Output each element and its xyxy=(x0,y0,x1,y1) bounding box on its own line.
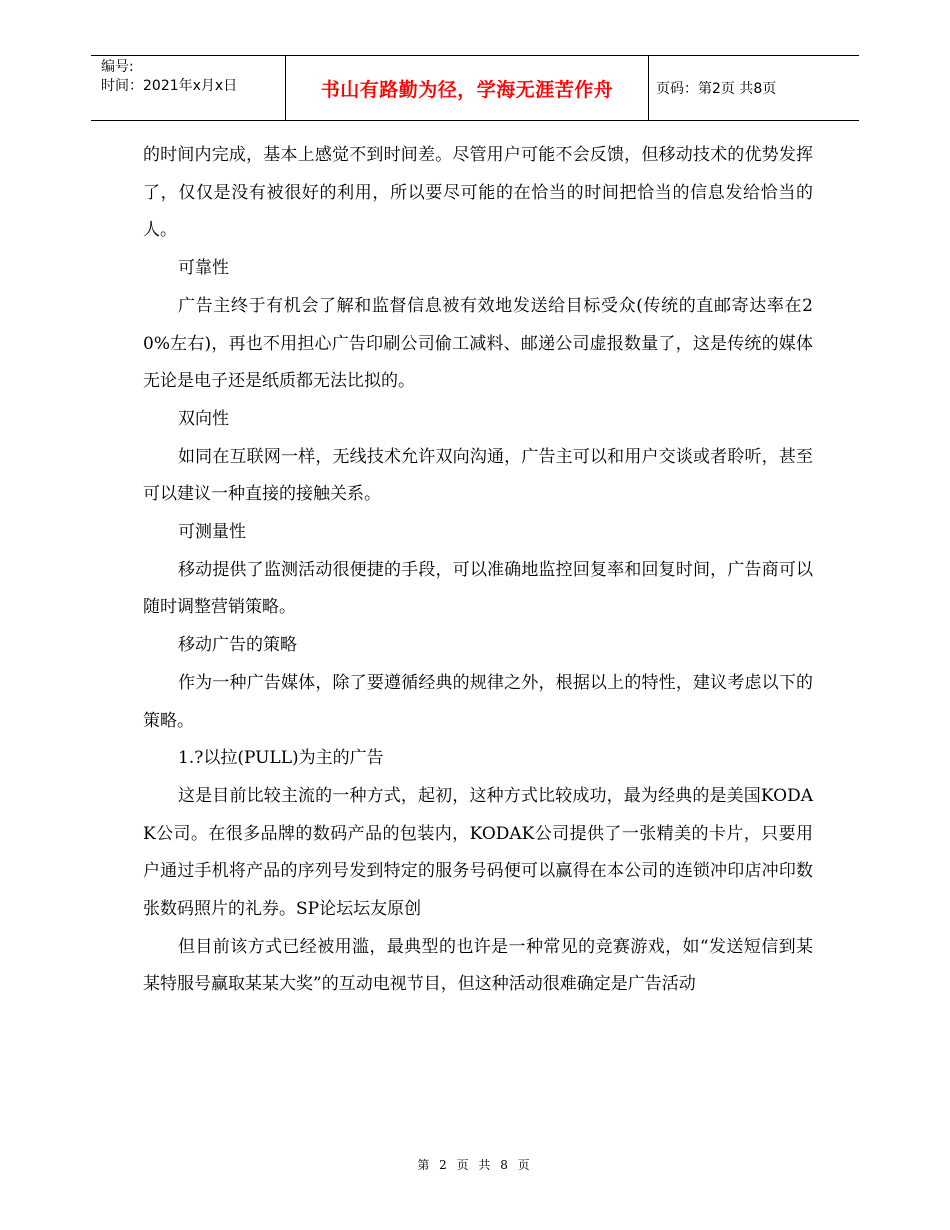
header-page-info: 页码：第2页 共8页 xyxy=(656,81,777,97)
section-heading: 移动广告的策略 xyxy=(178,635,297,656)
paragraph: 但目前该方式已经被用滥，最典型的也许是一种常见的竞赛游戏，如“发送短信到某某特服号赢取某某大奖”的互动电视节目，但这种活动很难确定是广告活动 xyxy=(143,936,813,995)
page-footer: 第 2 页 共 8 页 xyxy=(417,1158,533,1172)
paragraph: 如同在互联网一样，无线技术允许双向沟通，广告主可以和用户交谈或者聆听，甚至可以建议一种直接的接触关系。 xyxy=(143,446,813,505)
section-heading: 可靠性 xyxy=(178,258,229,279)
header-motto: 书山有路勤为径，学海无涯苦作舟 xyxy=(286,56,649,120)
paragraph: 的时间内完成，基本上感觉不到时间差。尽管用户可能不会反馈，但移动技术的优势发挥了，仅仅是没有被很好的利用，所以要尽可能的在恰当的时间把恰当的信息发给恰当的人。 xyxy=(143,145,813,241)
number-label: 编号: xyxy=(101,59,134,75)
section-heading: 双向性 xyxy=(178,408,229,429)
paragraph: 作为一种广告媒体，除了要遵循经典的规律之外，根据以上的特性，建议考虑以下的策略。 xyxy=(143,672,813,731)
paragraph: 广告主终于有机会了解和监督信息被有效地发送给目标受众(传统的直邮寄达率在20%左右)，再也不用担心广告印刷公司偷工减料、邮递公司虚报数量了，这是传统的媒体无论是电子还是纸质都无法比拟的。 xyxy=(143,295,813,392)
section-heading: 可测量性 xyxy=(178,522,246,543)
header-meta-cell xyxy=(91,56,286,120)
document-header xyxy=(91,55,859,121)
time-label: 时间：2021年x月x日 xyxy=(101,78,238,94)
paragraph: 移动提供了监测活动很便捷的手段，可以准确地监控回复率和回复时间，广告商可以随时调整营销策略。 xyxy=(143,559,813,618)
paragraph: 这是目前比较主流的一种方式，起初，这种方式比较成功，最为经典的是美国KODAK公司。在很多品牌的数码产品的包装内，KODAK公司提供了一张精美的卡片，只要用户通过手机将产品的序列号发到特定的服务号码便可以赢得在本公司的连锁冲印店冲印数张数码照片的礼券。SP论坛坛友原创 xyxy=(143,785,813,920)
section-heading: 1.?以拉(PULL)为主的广告 xyxy=(178,748,384,769)
document-body xyxy=(143,137,813,1004)
